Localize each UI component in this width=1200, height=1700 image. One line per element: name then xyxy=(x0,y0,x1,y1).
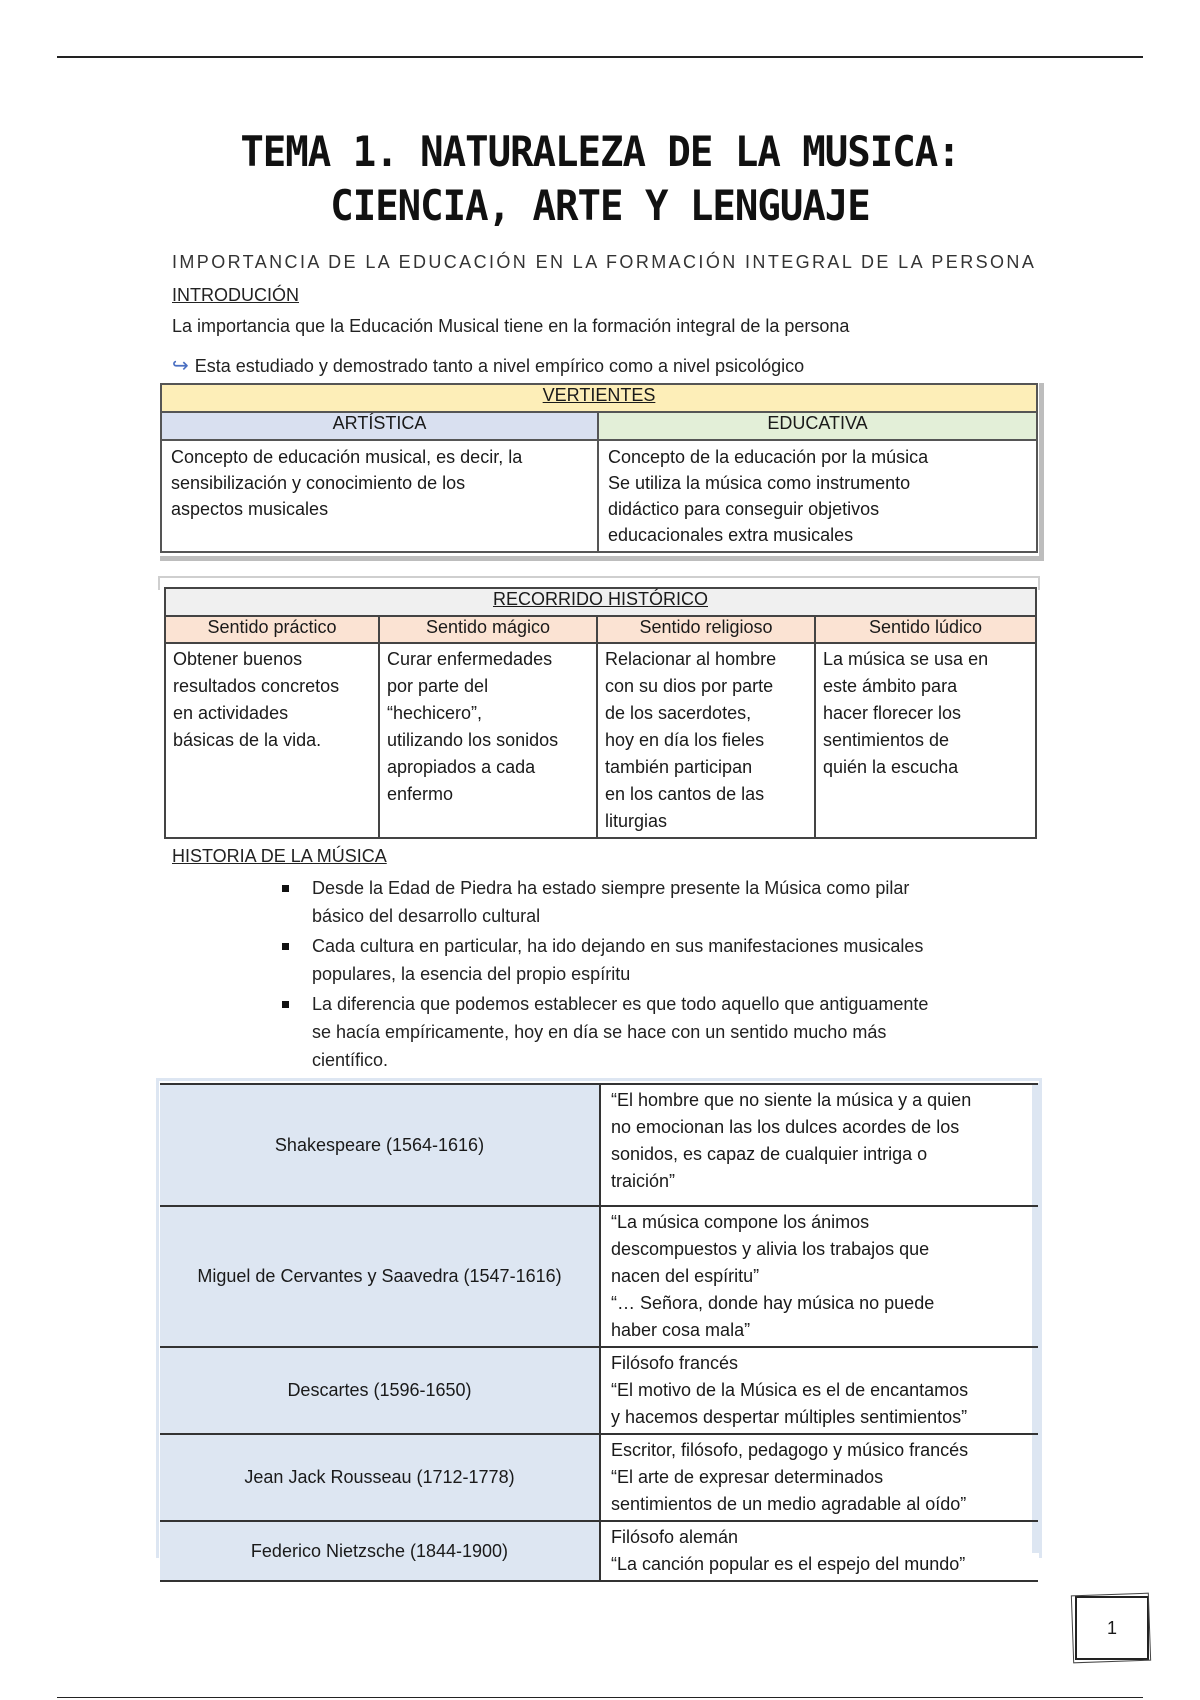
text-line: no emocionan las los dulces acordes de los xyxy=(611,1117,960,1137)
text-line: en actividades xyxy=(173,703,289,723)
vertiente-artistica-title: ARTÍSTICA xyxy=(161,412,598,440)
quote-text xyxy=(600,1434,1038,1521)
quote-text xyxy=(600,1521,1038,1581)
text-line: Filósofo francés xyxy=(611,1353,739,1373)
col-sentido-religioso: Sentido religioso xyxy=(597,616,815,643)
quote-author: Federico Nietzsche (1844-1900) xyxy=(160,1521,600,1581)
cell-sentido-magico xyxy=(379,643,597,838)
text-line: “El arte de expresar determinados xyxy=(611,1467,884,1487)
col-sentido-practico: Sentido práctico xyxy=(165,616,379,643)
text-line: traición” xyxy=(611,1171,676,1191)
text-line: utilizando los sonidos xyxy=(387,730,559,750)
text-line: Filósofo alemán xyxy=(611,1527,739,1547)
text-line: descompuestos y alivia los trabajos que xyxy=(611,1239,930,1259)
text-line: “El hombre que no siente la música y a quien xyxy=(611,1090,972,1110)
text-line: científico. xyxy=(312,1050,389,1070)
text-line: de los sacerdotes, xyxy=(605,703,752,723)
text-line: aspectos musicales xyxy=(171,499,329,519)
text-line: hacer florecer los xyxy=(823,703,962,723)
table-row xyxy=(160,1206,1038,1347)
curved-arrow-icon: ↪ xyxy=(172,355,189,377)
list-item xyxy=(280,932,1050,988)
intro-heading: INTRODUCIÓN xyxy=(172,285,299,305)
vertiente-artistica-text xyxy=(161,440,598,552)
quote-author: Shakespeare (1564-1616) xyxy=(160,1084,600,1206)
text-line: populares, la esencia del propio espíritu xyxy=(312,964,631,984)
text-line: Concepto de la educación por la música xyxy=(608,447,929,467)
text-line: nacen del espíritu” xyxy=(611,1266,760,1286)
text-line: apropiados a cada xyxy=(387,757,536,777)
title-line-2: CIENCIA, ARTE Y LENGUAJE xyxy=(330,182,870,231)
text-line: sentimientos de un medio agradable al oído” xyxy=(611,1494,967,1514)
text-line: con su dios por parte xyxy=(605,676,774,696)
text-line: resultados concretos xyxy=(173,676,340,696)
title-line-1: TEMA 1. NATURALEZA DE LA MUSICA: xyxy=(240,128,960,177)
table-row xyxy=(160,1347,1038,1434)
quote-author: Descartes (1596-1650) xyxy=(160,1347,600,1434)
historia-heading: HISTORIA DE LA MÚSICA xyxy=(172,846,387,866)
bottom-rule xyxy=(57,1697,1143,1698)
vertiente-educativa-text xyxy=(598,440,1037,552)
text-line: se hacía empíricamente, hoy en día se hace con un sentido mucho más xyxy=(312,1022,887,1042)
text-line: sentimientos de xyxy=(823,730,950,750)
text-line: básico del desarrollo cultural xyxy=(312,906,541,926)
list-item xyxy=(280,874,1050,930)
list-item xyxy=(280,990,1050,1074)
text-line: La música se usa en xyxy=(823,649,989,669)
text-line: educacionales extra musicales xyxy=(608,525,854,545)
intro-arrow-text: Esta estudiado y demostrado tanto a nivel empírico como a nivel psicológico xyxy=(194,356,805,376)
text-line: hoy en día los fieles xyxy=(605,730,765,750)
table-row xyxy=(160,1084,1038,1206)
text-line: y hacemos despertar múltiples sentimientos” xyxy=(611,1407,968,1427)
text-line: Cada cultura en particular, ha ido dejando en sus manifestaciones musicales xyxy=(312,936,924,956)
quote-text xyxy=(600,1206,1038,1347)
text-line: haber cosa mala” xyxy=(611,1320,751,1340)
text-line: este ámbito para xyxy=(823,676,958,696)
text-line: sensibilización y conocimiento de los xyxy=(171,473,466,493)
text-line: en los cantos de las xyxy=(605,784,765,804)
historia-bullet-list xyxy=(280,874,1050,1076)
text-line: Relacionar al hombre xyxy=(605,649,777,669)
text-line: enfermo xyxy=(387,784,454,804)
section-subtitle: IMPORTANCIA DE LA EDUCACIÓN EN LA FORMACIÓN INTEGRAL DE LA PERSONA xyxy=(172,252,1037,272)
top-rule xyxy=(57,56,1143,58)
cell-sentido-ludico xyxy=(815,643,1036,838)
text-line: básicas de la vida. xyxy=(173,730,322,750)
col-sentido-magico: Sentido mágico xyxy=(379,616,597,643)
text-line: Desde la Edad de Piedra ha estado siempre presente la Música como pilar xyxy=(312,878,910,898)
vertientes-header: VERTIENTES xyxy=(161,384,1037,412)
text-line: Concepto de educación musical, es decir, la xyxy=(171,447,523,467)
text-line: Se utiliza la música como instrumento xyxy=(608,473,911,493)
text-line: Obtener buenos xyxy=(173,649,303,669)
quote-text xyxy=(600,1084,1038,1206)
text-line: didáctico para conseguir objetivos xyxy=(608,499,880,519)
quote-text xyxy=(600,1347,1038,1434)
table-row xyxy=(160,1521,1038,1581)
intro-paragraph: La importancia que la Educación Musical tiene en la formación integral de la persona xyxy=(172,316,850,336)
vertientes-table xyxy=(160,383,1038,553)
intro-arrow-line xyxy=(172,353,804,378)
cell-sentido-religioso xyxy=(597,643,815,838)
vertiente-educativa-title: EDUCATIVA xyxy=(598,412,1037,440)
recorrido-header: RECORRIDO HISTÓRICO xyxy=(165,588,1036,616)
text-line: Curar enfermedades xyxy=(387,649,553,669)
quote-author: Jean Jack Rousseau (1712-1778) xyxy=(160,1434,600,1521)
text-line: “La canción popular es el espejo del mundo” xyxy=(611,1554,966,1574)
text-line: La diferencia que podemos establecer es que todo aquello que antiguamente xyxy=(312,994,929,1014)
cell-sentido-practico xyxy=(165,643,379,838)
page-number: 1 xyxy=(1075,1596,1149,1660)
text-line: quién la escucha xyxy=(823,757,959,777)
text-line: por parte del xyxy=(387,676,489,696)
quotes-table xyxy=(160,1083,1038,1582)
col-sentido-ludico: Sentido lúdico xyxy=(815,616,1036,643)
text-line: sonidos, es capaz de cualquier intriga o xyxy=(611,1144,928,1164)
table-row xyxy=(160,1434,1038,1521)
text-line: “… Señora, donde hay música no puede xyxy=(611,1293,935,1313)
text-line: “El motivo de la Música es el de encantamos xyxy=(611,1380,969,1400)
quote-author: Miguel de Cervantes y Saavedra (1547-1616) xyxy=(160,1206,600,1347)
page-title xyxy=(160,126,1040,234)
text-line: “hechicero”, xyxy=(387,703,483,723)
text-line: liturgias xyxy=(605,811,668,831)
text-line: “La música compone los ánimos xyxy=(611,1212,870,1232)
recorrido-table xyxy=(164,587,1037,839)
text-line: Escritor, filósofo, pedagogo y músico francés xyxy=(611,1440,969,1460)
text-line: también participan xyxy=(605,757,753,777)
